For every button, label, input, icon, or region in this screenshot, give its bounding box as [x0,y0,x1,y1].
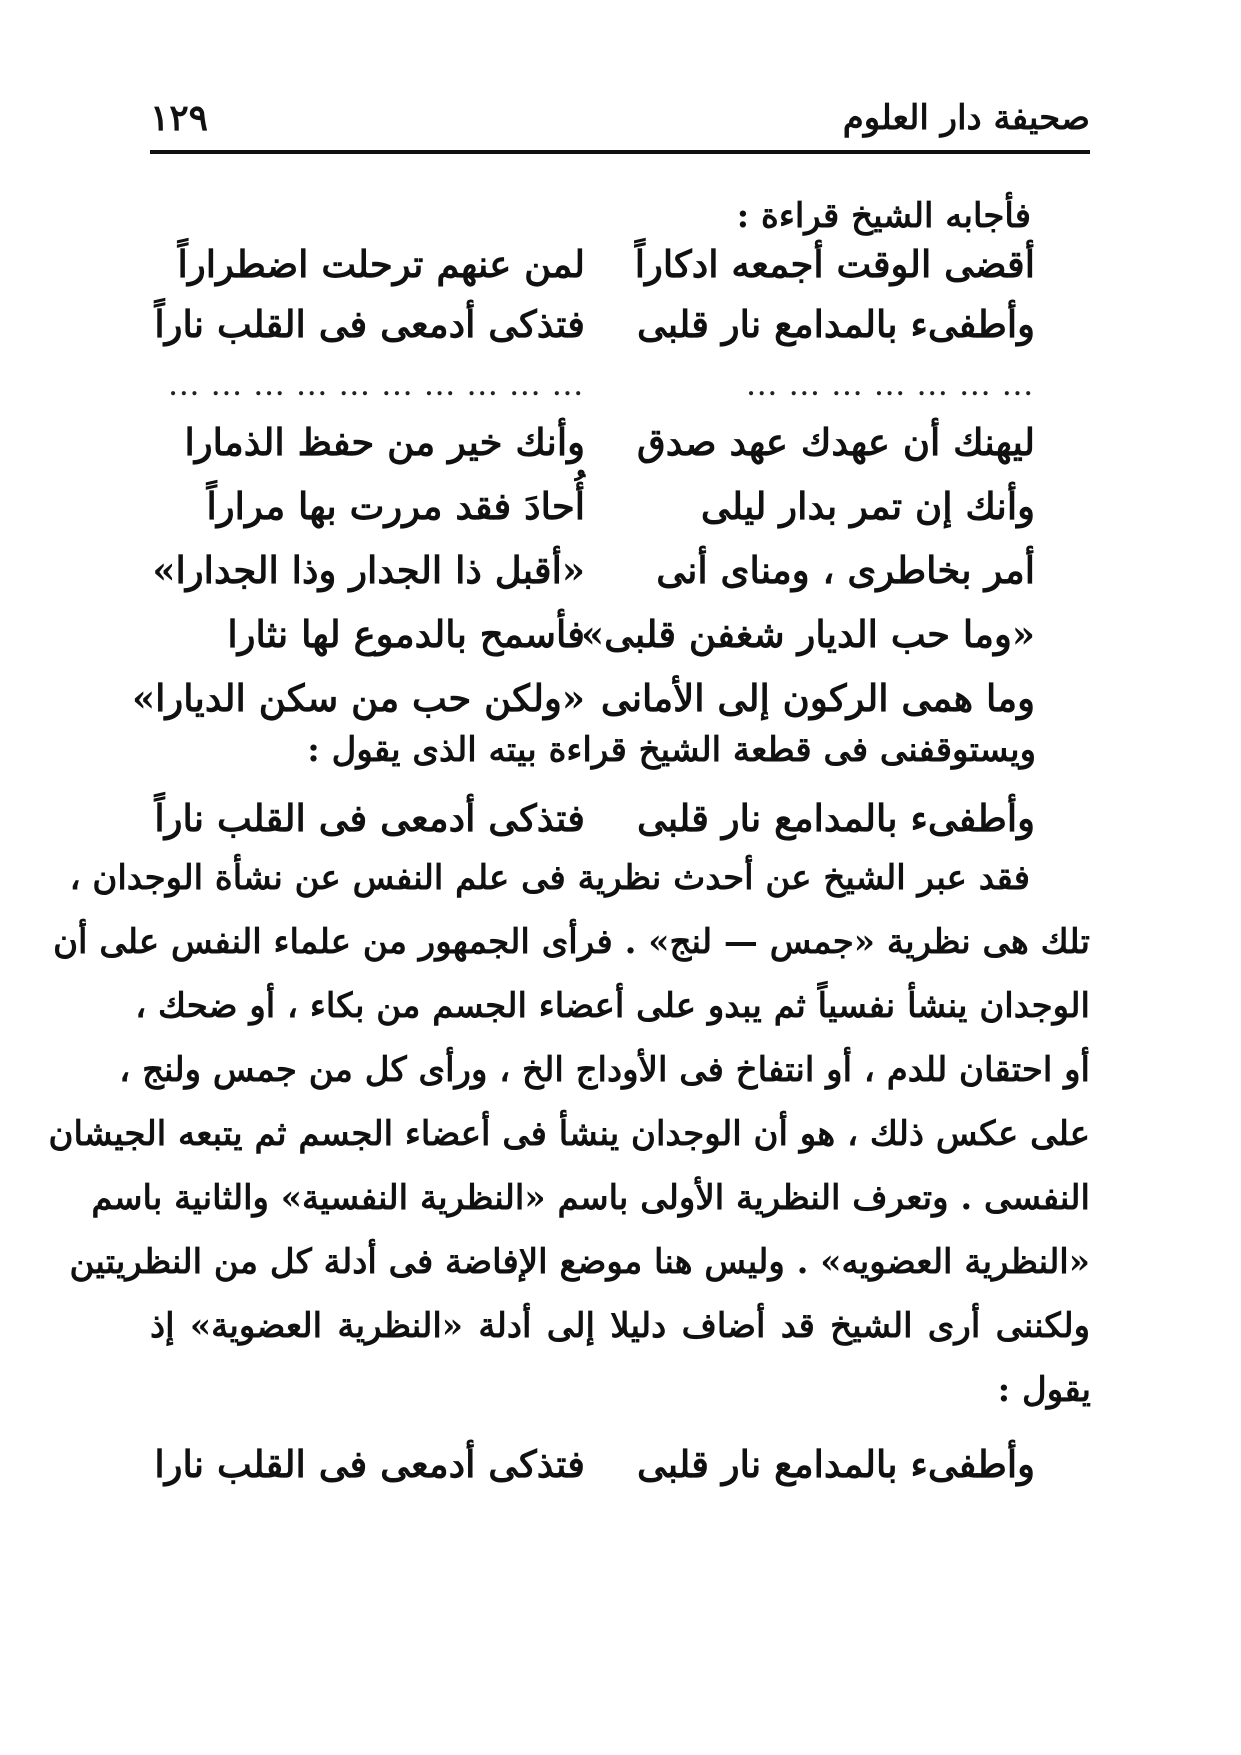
verse-second-hemistich: فتذكى أدمعى فى القلب ناراً [154,796,585,840]
verse-line [132,670,1035,726]
paragraph-line: فقد عبر الشيخ عن أحدث نظرية فى علم النفس عن نشأة الوجدان ، [69,858,1030,898]
paragraph-line: ولكننى أرى الشيخ قد أضاف دليلا إلى أدلة «النظرية العضوية» إذ [150,1306,1090,1346]
verse-second-hemistich: فتذكى أدمعى فى القلب نارا [154,1442,585,1486]
verse-first-hemistich: وأطفىء بالمدامع نار قلبى [636,1442,1035,1486]
paragraph-line: الوجدان ينشأ نفسياً ثم يبدو على أعضاء الجسم من بكاء ، أو ضحك ، [135,986,1090,1026]
verse-second-hemistich: لمن عنهم ترحلت اضطراراً [177,242,585,286]
page-header [150,88,1090,148]
verse-second-hemistich: فتذكى أدمعى فى القلب ناراً [154,302,585,346]
quoted-verse [154,1436,1035,1492]
paragraph-line: «النظرية العضويه» . وليس هنا موضع الإفاضة فى أدلة كل من النظريتين [69,1242,1090,1282]
ellipsis-second: ... ... ... ... ... ... ... ... ... ... [169,375,585,401]
quoted-verse [154,790,1035,846]
page-number: ١٢٩ [150,97,209,139]
prose-intro: ويستوقفنى فى قطعة الشيخ قراءة بيته الذى يقول : [307,730,1036,770]
verse-line [177,236,1035,292]
verse-first-hemistich: أمر بخاطرى ، ومناى أنى [656,548,1035,592]
paragraph-line: أو احتقان للدم ، أو انتفاخ فى الأوداج الخ ، ورأى كل من جمس ولنج ، [119,1050,1090,1090]
running-title: صحيفة دار العلوم [842,98,1090,138]
paragraph-line: على عكس ذلك ، هو أن الوجدان ينشأ فى أعضاء الجسم ثم يتبعه الجيشان [48,1114,1090,1154]
paragraph-line: تلك هى نظرية «جمس — لنج» . فرأى الجمهور من علماء النفس على أن [53,922,1090,962]
verse-second-hemistich: أُحادَ فقد مررت بها مراراً [206,484,585,528]
paragraph-line: النفسى . وتعرف النظرية الأولى باسم «النظرية النفسية» والثانية باسم [91,1178,1090,1218]
verse-first-hemistich: وما همى الركون إلى الأمانى [600,676,1035,720]
verse-second-hemistich: وأنك خير من حفظ الذمارا [184,420,585,464]
verse-first-hemistich: وأطفىء بالمدامع نار قلبى [636,796,1035,840]
verse-second-hemistich: «ولكن حب من سكن الديارا» [132,676,585,720]
verse-first-hemistich: أقضى الوقت أجمعه ادكاراً [634,242,1035,286]
verse-second-hemistich: فأسمح بالدموع لها نثارا [227,612,585,656]
verse-second-hemistich: «أقبل ذا الجدار وذا الجدارا» [152,548,585,592]
header-rule [150,150,1090,154]
verse-line [184,414,1035,470]
verse-first-hemistich: ليهنك أن عهدك عهد صدق [637,420,1035,464]
verse-first-hemistich: وأنك إن تمر بدار ليلى [700,484,1035,528]
verse-first-hemistich: وأطفىء بالمدامع نار قلبى [636,302,1035,346]
verse-line [152,542,1035,598]
paragraph-line: يقول : [997,1370,1091,1410]
verse-line [205,606,1035,662]
verse-line [154,296,1035,352]
verse-first-hemistich: «وما حب الديار شغفن قلبى» [580,612,1035,656]
ellipsis-line [169,360,1035,416]
ellipsis-first: ... ... ... ... ... ... ... [747,375,1035,401]
verse-line [205,478,1035,534]
intro-line: فأجابه الشيخ قراءة : [736,196,1031,236]
